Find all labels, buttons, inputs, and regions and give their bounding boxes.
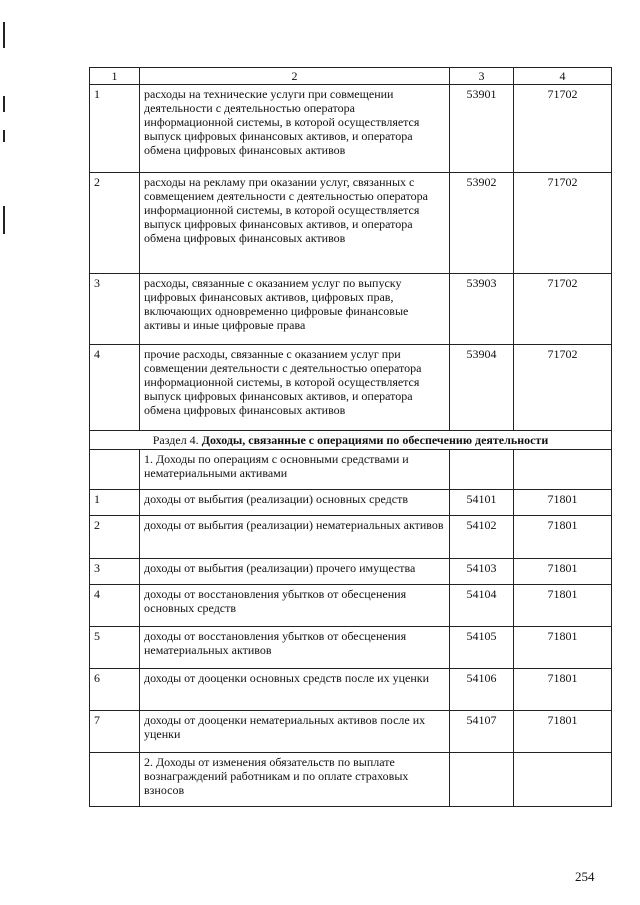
row-description: доходы от выбытия (реализации) прочего имущества: [140, 559, 450, 585]
table-row: [90, 669, 612, 711]
column-header: 2: [140, 68, 450, 85]
group-heading: 1. Доходы по операциям с основными средствами и нематериальными активами: [140, 450, 450, 490]
row-number: 2: [90, 516, 140, 559]
empty-cell: [450, 450, 514, 490]
section-heading: [90, 431, 612, 450]
row-description: доходы от выбытия (реализации) основных средств: [140, 490, 450, 516]
scan-mark: [3, 206, 5, 234]
row-number: 6: [90, 669, 140, 711]
row-number: 4: [90, 585, 140, 627]
account-code: 54106: [450, 669, 514, 711]
row-number: 2: [90, 173, 140, 274]
section-row: [90, 431, 612, 450]
table-row: [90, 627, 612, 669]
row-description: доходы от восстановления убытков от обесценения нематериальных активов: [140, 627, 450, 669]
empty-cell: [514, 450, 612, 490]
scan-mark: [3, 22, 5, 48]
group-heading: 2. Доходы от изменения обязательств по выплате вознаграждений работникам и по оплате страховых взносов: [140, 753, 450, 807]
account-code: 53901: [450, 85, 514, 173]
symbol-code: 71702: [514, 85, 612, 173]
row-number: 1: [90, 490, 140, 516]
row-description: доходы от дооценки основных средств после их уценки: [140, 669, 450, 711]
row-description: расходы на рекламу при оказании услуг, связанных с совмещением деятельности с деятельностью оператора информационной системы, в которой осуществляется выпуск цифровых финансовых активов, и оператора обмена цифровых финансовых активов: [140, 173, 450, 274]
table-row: [90, 559, 612, 585]
symbol-code: 71801: [514, 711, 612, 753]
empty-cell: [90, 753, 140, 807]
row-number: 7: [90, 711, 140, 753]
table-row: [90, 585, 612, 627]
empty-cell: [514, 753, 612, 807]
account-code: 53904: [450, 345, 514, 431]
table-row: [90, 173, 612, 274]
symbol-code: 71702: [514, 173, 612, 274]
row-number: 3: [90, 274, 140, 345]
account-code: 54101: [450, 490, 514, 516]
group-row: [90, 753, 612, 807]
row-number: 3: [90, 559, 140, 585]
account-code: 54104: [450, 585, 514, 627]
account-code: 54103: [450, 559, 514, 585]
symbol-code: 71702: [514, 274, 612, 345]
scan-mark: [3, 130, 5, 142]
column-header: 4: [514, 68, 612, 85]
account-code: 53902: [450, 173, 514, 274]
row-description: доходы от восстановления убытков от обесценения основных средств: [140, 585, 450, 627]
row-description: доходы от выбытия (реализации) нематериальных активов: [140, 516, 450, 559]
accounts-table: [89, 67, 612, 807]
symbol-code: 71801: [514, 585, 612, 627]
symbol-code: 71801: [514, 490, 612, 516]
symbol-code: 71801: [514, 669, 612, 711]
table-row: [90, 711, 612, 753]
header-row: [90, 68, 612, 85]
row-description: прочие расходы, связанные с оказанием услуг при совмещении деятельности с деятельностью оператора информационной системы, в которой осуществляется выпуск цифровых финансовых активов, и оператора обмена цифровых финансовых активов: [140, 345, 450, 431]
symbol-code: 71801: [514, 559, 612, 585]
symbol-code: 71801: [514, 516, 612, 559]
symbol-code: 71702: [514, 345, 612, 431]
empty-cell: [450, 753, 514, 807]
account-code: 54102: [450, 516, 514, 559]
table-row: [90, 490, 612, 516]
row-number: 1: [90, 85, 140, 173]
row-description: доходы от дооценки нематериальных активов после их уценки: [140, 711, 450, 753]
group-row: [90, 450, 612, 490]
account-code: 54105: [450, 627, 514, 669]
column-header: 3: [450, 68, 514, 85]
table-row: [90, 516, 612, 559]
section-prefix: Раздел 4.: [152, 433, 202, 447]
section-title: Доходы, связанные с операциями по обеспечению деятельности: [201, 433, 549, 447]
table-row: [90, 85, 612, 173]
row-number: 4: [90, 345, 140, 431]
table-row: [90, 274, 612, 345]
row-description: расходы на технические услуги при совмещении деятельности с деятельностью оператора информационной системы, в которой осуществляется выпуск цифровых финансовых активов, и оператора обмена цифровых финансовых активов: [140, 85, 450, 173]
table-row: [90, 345, 612, 431]
symbol-code: 71801: [514, 627, 612, 669]
empty-cell: [90, 450, 140, 490]
page-number: 254: [575, 869, 595, 884]
row-number: 5: [90, 627, 140, 669]
row-description: расходы, связанные с оказанием услуг по выпуску цифровых финансовых активов, цифровых прав, включающих одновременно цифровые финансовые активы и иные цифровые права: [140, 274, 450, 345]
account-code: 53903: [450, 274, 514, 345]
scan-mark: [3, 96, 5, 112]
account-code: 54107: [450, 711, 514, 753]
column-header: 1: [90, 68, 140, 85]
